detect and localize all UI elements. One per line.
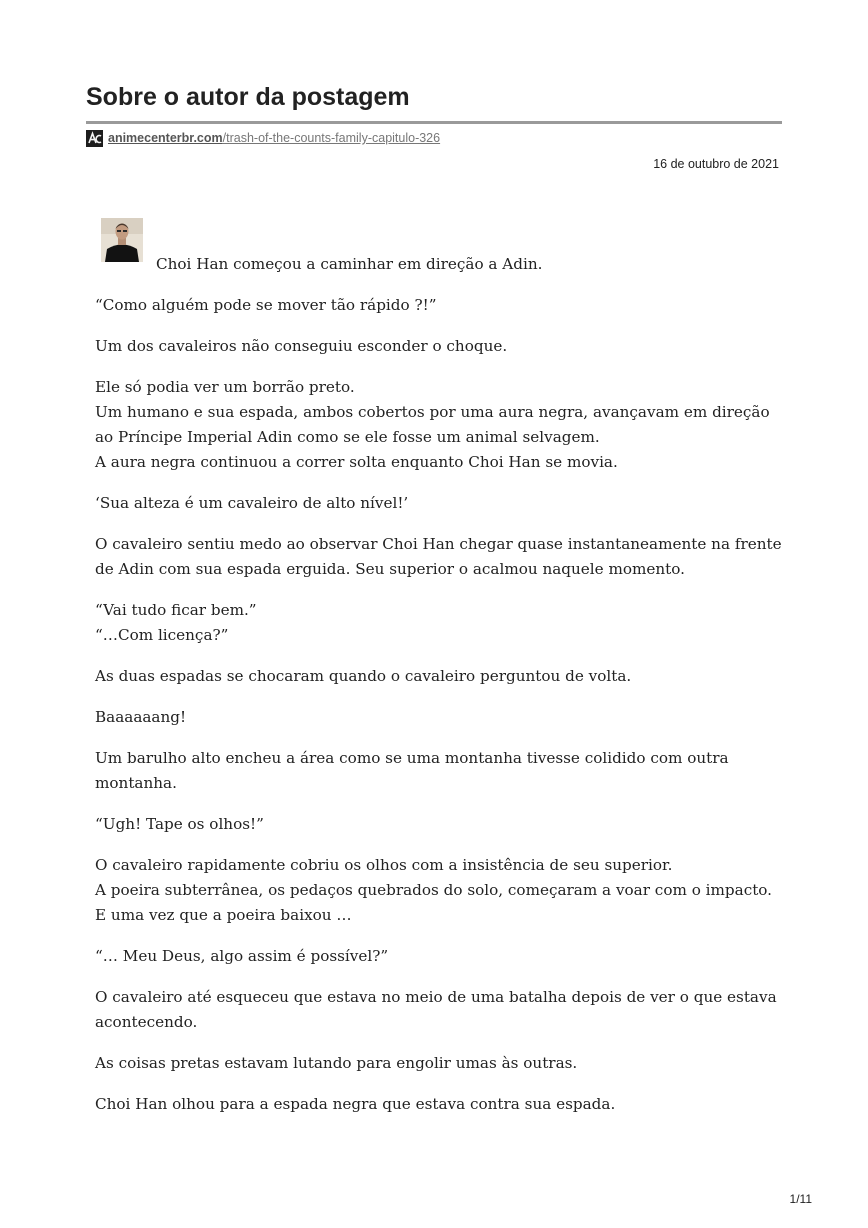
paragraph: O cavaleiro rapidamente cobriu os olhos com a insistência de seu superior. A poeira subterrânea, os pedaços quebrados do solo, começaram a voar com o impacto. E uma vez que a poeira baixou … bbox=[95, 856, 773, 924]
paragraph: O cavaleiro até esqueceu que estava no meio de uma batalha depois de ver o que estava acontecendo. bbox=[95, 988, 777, 1031]
paragraph: Choi Han olhou para a espada negra que estava contra sua espada. bbox=[95, 1095, 616, 1113]
page-title: Sobre o autor da postagem bbox=[86, 83, 410, 111]
paragraph: “Ugh! Tape os olhos!” bbox=[95, 815, 264, 833]
paragraph: Um dos cavaleiros não conseguiu esconder o choque. bbox=[95, 337, 508, 355]
paragraph: As coisas pretas estavam lutando para engolir umas às outras. bbox=[95, 1054, 578, 1072]
title-divider bbox=[86, 121, 782, 124]
source-path[interactable]: /trash-of-the-counts-family-capitulo-326 bbox=[222, 131, 441, 145]
paragraph: “Vai tudo ficar bem.” “…Com licença?” bbox=[95, 601, 257, 644]
paragraph: O cavaleiro sentiu medo ao observar Choi Han chegar quase instantaneamente na frente de Adin com sua espada erguida. Seu superior o acalmou naquele momento. bbox=[95, 535, 782, 578]
post-date: 16 de outubro de 2021 bbox=[653, 157, 779, 171]
paragraph: “Como alguém pode se mover tão rápido ?!” bbox=[95, 296, 437, 314]
paragraph: Ele só podia ver um borrão preto. Um humano e sua espada, ambos cobertos por uma aura negra, avançavam em direção ao Príncipe Imperial Adin como se ele fosse um animal selvagem. A aura negra continuou a correr solta enquanto Choi Han se movia. bbox=[95, 378, 770, 471]
paragraph: Um barulho alto encheu a área como se uma montanha tivesse colidido com outra montanha. bbox=[95, 749, 729, 792]
paragraph: Baaaaaang! bbox=[95, 708, 187, 726]
page-number: 1/11 bbox=[789, 1192, 812, 1206]
paragraph: Choi Han começou a caminhar em direção a Adin. bbox=[156, 255, 543, 273]
paragraph: “… Meu Deus, algo assim é possível?” bbox=[95, 947, 389, 965]
article-body bbox=[95, 252, 785, 1133]
site-logo-icon bbox=[86, 130, 103, 147]
paragraph: As duas espadas se chocaram quando o cavaleiro perguntou de volta. bbox=[95, 667, 632, 685]
paragraph: ‘Sua alteza é um cavaleiro de alto nível!’ bbox=[95, 494, 409, 512]
source-link[interactable] bbox=[86, 129, 440, 147]
source-domain[interactable]: animecenterbr.com bbox=[108, 131, 223, 145]
